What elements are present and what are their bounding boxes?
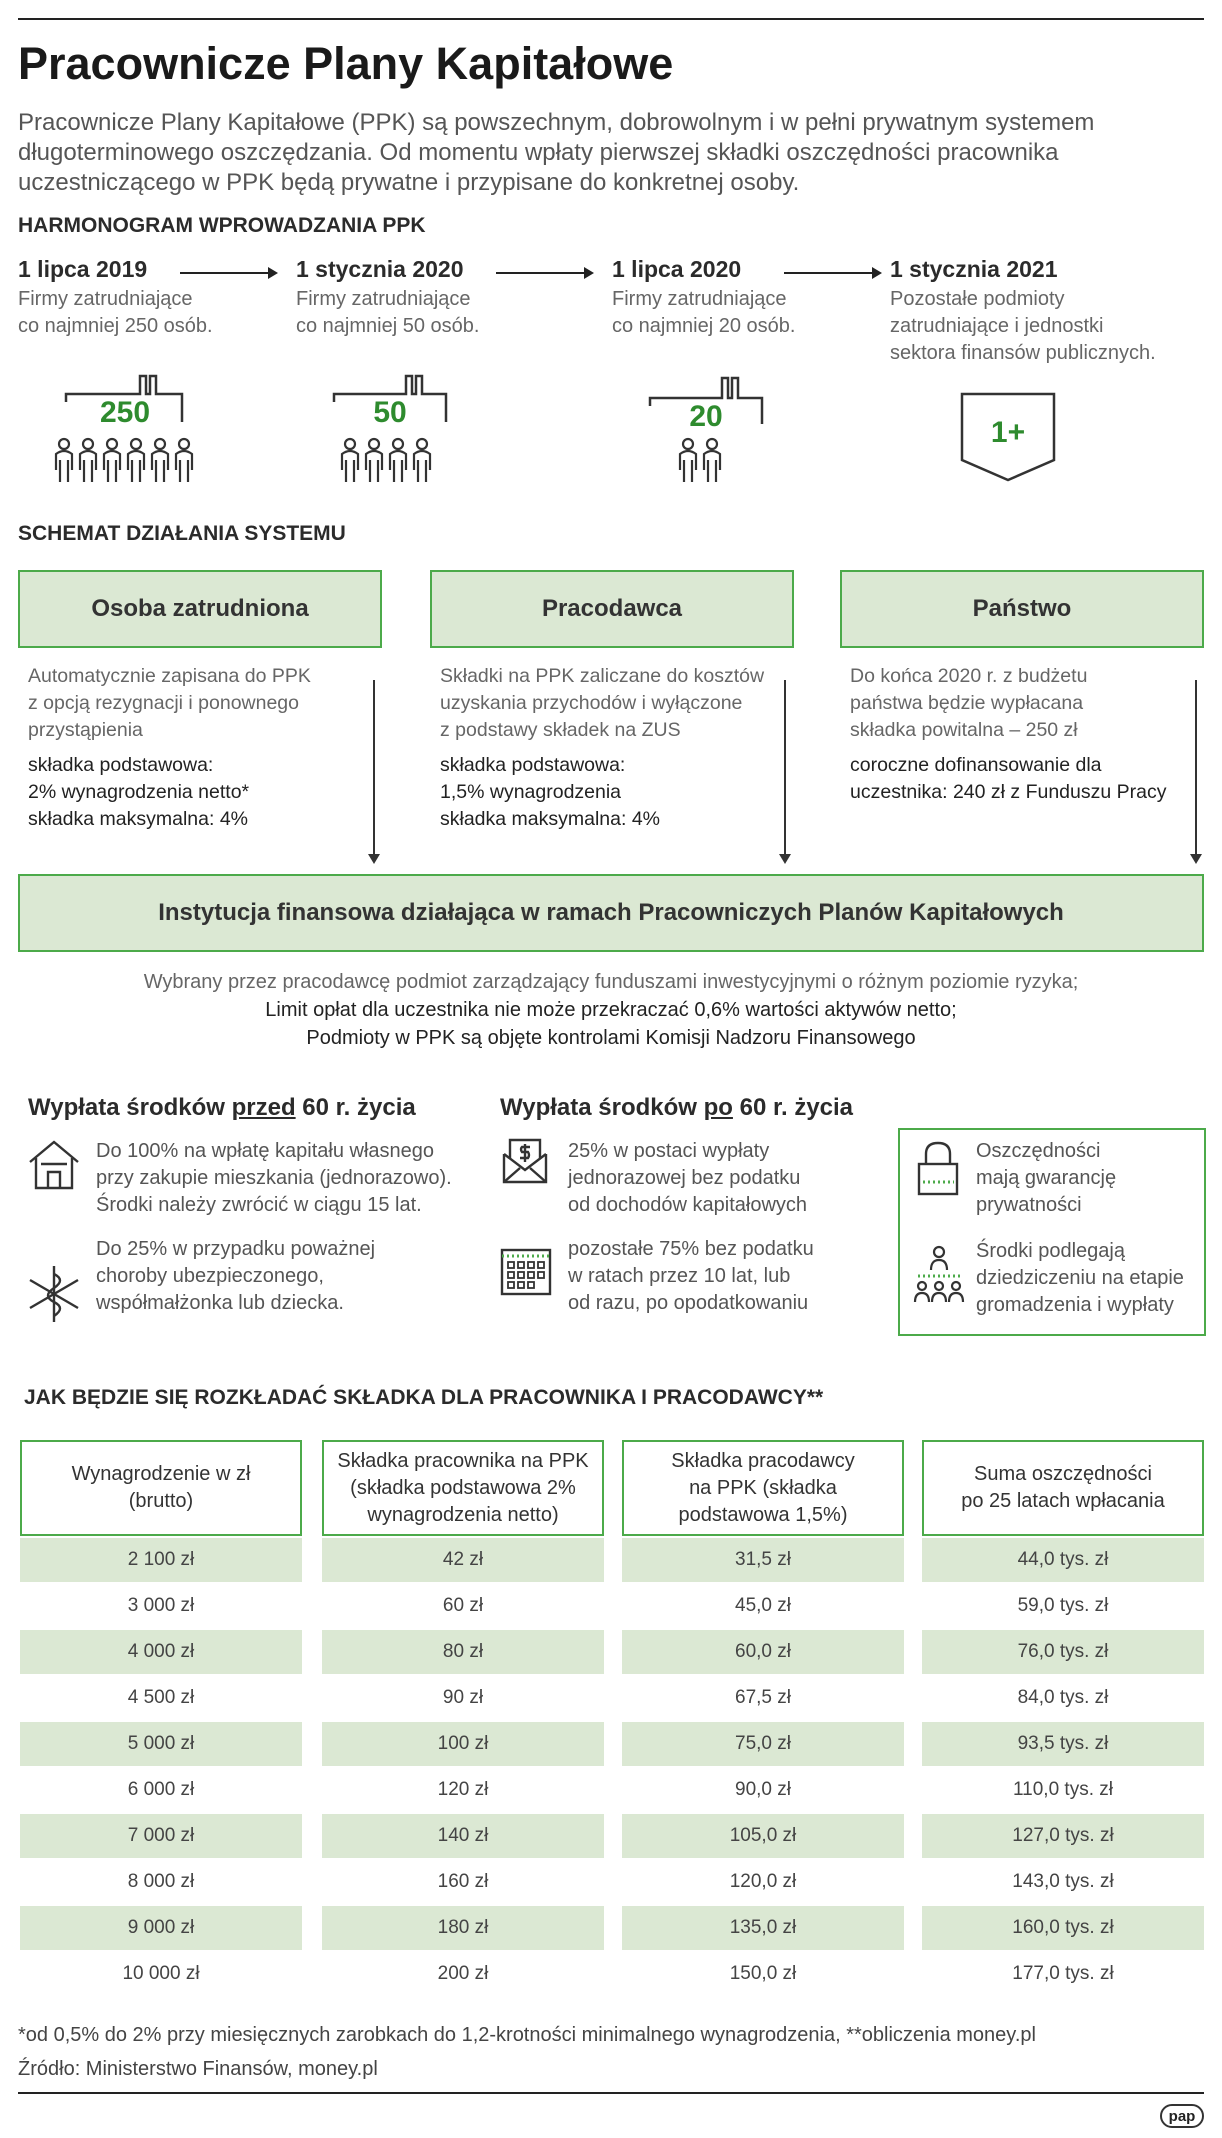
desc-line: z podstawy składek na ZUS — [440, 719, 681, 741]
lock-icon — [916, 1140, 960, 1196]
table-header-salary — [20, 1440, 302, 1536]
institution-box: Instytucja finansowa działająca w ramach Pracowniczych Planów Kapitałowych — [18, 874, 1204, 952]
entity-employer-desc — [440, 663, 800, 744]
institution-note: Limit opłat dla uczestnika nie może przekraczać 0,6% wartości aktywów netto; — [265, 999, 957, 1021]
header-line: Składka pracownika na PPK — [337, 1449, 589, 1472]
header-line: Wynagrodzenie w zł — [71, 1463, 251, 1485]
cell-employee-contribution: 100 zł — [322, 1722, 604, 1766]
detail-line: 1,5% wynagrodzenia — [440, 781, 622, 803]
payout-after-item-1 — [568, 1138, 807, 1219]
detail-line: składka podstawowa: — [28, 754, 214, 776]
table-header-employee — [322, 1440, 604, 1536]
cell-total-savings: 76,0 tys. zł — [922, 1630, 1204, 1674]
item-line: jednorazowej bez podatku — [568, 1167, 801, 1189]
item-line: przy zakupie mieszkania (jednorazowo). — [96, 1167, 452, 1189]
cell-employer-contribution: 105,0 zł — [622, 1814, 904, 1858]
family-icon — [912, 1244, 966, 1308]
stage-desc-line: co najmniej 250 osób. — [18, 315, 213, 337]
stage-desc-line: Firmy zatrudniające — [18, 288, 193, 310]
cell-employer-contribution: 120,0 zł — [729, 1871, 797, 1892]
intro-text: Pracownicze Plany Kapitałowe (PPK) są powszechnym, dobrowolnym i w pełni prywatnym systemem długoterminowego oszczędzania. Od momentu wpłaty pierwszej składki oszczędności pracownika uczestniczącego w PPK będą prywatne i przypisane do konkretnej osoby. — [18, 109, 1095, 196]
stage-date: 1 stycznia 2020 — [296, 256, 464, 282]
payout-after-heading — [500, 1094, 853, 1122]
desc-line: Składki na PPK zaliczane do kosztów — [440, 665, 765, 687]
stage-date: 1 lipca 2020 — [612, 256, 742, 282]
cell-employer-contribution: 75,0 zł — [622, 1722, 904, 1766]
item-line: Środki należy zwrócić w ciągu 15 lat. — [96, 1194, 422, 1216]
cell-total-savings: 160,0 tys. zł — [922, 1906, 1204, 1950]
company-50-icon — [330, 362, 450, 488]
item-line: współmałżonka lub dziecka. — [96, 1292, 344, 1314]
item-line: pozostałe 75% bez podatku — [568, 1238, 814, 1260]
calendar-icon — [500, 1248, 552, 1296]
cell-salary: 4 000 zł — [20, 1630, 302, 1674]
cell-employer-contribution: 90,0 zł — [735, 1779, 791, 1800]
cell-employer-contribution: 135,0 zł — [622, 1906, 904, 1950]
cell-employee-contribution: 160 zł — [437, 1871, 489, 1892]
stage-date: 1 stycznia 2021 — [890, 256, 1058, 282]
payout-before-heading — [28, 1094, 416, 1122]
header-line: po 25 latach wpłacania — [961, 1490, 1165, 1512]
entity-employee-details — [28, 752, 388, 833]
cell-employee-contribution: 120 zł — [437, 1779, 489, 1800]
desc-line: z opcją rezygnacji i ponownego — [28, 692, 300, 714]
cell-employer-contribution: 45,0 zł — [735, 1595, 791, 1616]
header-line: (brutto) — [128, 1490, 194, 1512]
schedule-heading: HARMONOGRAM WPROWADZANIA PPK — [18, 214, 426, 237]
payout-after-item-2 — [568, 1236, 814, 1317]
cell-total-savings: 44,0 tys. zł — [922, 1538, 1204, 1582]
cell-employee-contribution: 60 zł — [442, 1595, 484, 1616]
detail-line: uczestnika: 240 zł z Funduszu Pracy — [850, 781, 1167, 803]
stage-4 — [890, 256, 1156, 367]
desc-line: składka powitalna – 250 zł — [850, 719, 1078, 741]
stage-1 — [18, 256, 213, 340]
cell-employee-contribution: 80 zł — [322, 1630, 604, 1674]
cell-employer-contribution: 31,5 zł — [622, 1538, 904, 1582]
page-title: Pracownicze Plany Kapitałowe — [18, 38, 674, 89]
heading-part: Wypłata środków — [28, 1094, 232, 1121]
item-line: Oszczędności — [976, 1140, 1101, 1162]
table-header-total — [922, 1440, 1204, 1536]
cell-total-savings: 127,0 tys. zł — [922, 1814, 1204, 1858]
footnote: *od 0,5% do 2% przy miesięcznych zarobkach do 1,2-krotności minimalnego wynagrodzenia, **obliczenia money.pl — [18, 2024, 1036, 2046]
guarantee-item-1 — [976, 1138, 1116, 1219]
item-line: Środki podlegają — [976, 1240, 1125, 1262]
table-heading: JAK BĘDZIE SIĘ ROZKŁADAĆ SKŁADKA DLA PRACOWNIKA I PRACODAWCY** — [24, 1386, 824, 1409]
item-line: choroby ubezpieczonego, — [96, 1265, 324, 1287]
stage-3 — [612, 256, 795, 340]
cell-total-savings: 84,0 tys. zł — [1017, 1687, 1109, 1708]
cell-employee-contribution: 180 zł — [322, 1906, 604, 1950]
cell-salary: 4 500 zł — [127, 1687, 195, 1708]
cell-employer-contribution: 60,0 zł — [622, 1630, 904, 1674]
entity-employee: Osoba zatrudniona — [18, 570, 382, 648]
cell-employee-contribution: 42 zł — [322, 1538, 604, 1582]
top-rule — [18, 18, 1204, 20]
stage-date: 1 lipca 2019 — [18, 256, 148, 282]
cell-total-savings: 143,0 tys. zł — [1012, 1871, 1114, 1892]
cell-salary: 3 000 zł — [127, 1595, 195, 1616]
heading-part: 60 r. życia — [732, 1094, 854, 1121]
company-20-icon — [646, 362, 766, 488]
header-line: wynagrodzenia netto) — [367, 1503, 559, 1526]
desc-line: Automatycznie zapisana do PPK — [28, 665, 311, 687]
cell-salary: 7 000 zł — [20, 1814, 302, 1858]
entity-state-desc — [850, 663, 1180, 744]
item-line: w ratach przez 10 lat, lub — [568, 1265, 791, 1287]
table-header-employer — [622, 1440, 904, 1536]
cell-employee-contribution: 140 zł — [322, 1814, 604, 1858]
employee-count: 1+ — [990, 416, 1026, 449]
item-line: mają gwarancję — [976, 1167, 1117, 1189]
stage-desc-line: Firmy zatrudniające — [612, 288, 787, 310]
heading-part: 60 r. życia — [295, 1094, 416, 1121]
desc-line: uzyskania przychodów i wyłączone — [440, 692, 743, 714]
detail-line: składka maksymalna: 4% — [28, 808, 249, 830]
institution-note: Wybrany przez pracodawcę podmiot zarządzający funduszami inwestycyjnymi o różnym poziomie ryzyka; — [143, 971, 1079, 993]
item-line: prywatności — [976, 1194, 1082, 1216]
cell-employee-contribution: 200 zł — [437, 1963, 489, 1984]
detail-line: 2% wynagrodzenia netto* — [28, 781, 250, 803]
item-line: od dochodów kapitałowych — [568, 1194, 808, 1216]
cell-salary: 6 000 zł — [127, 1779, 195, 1800]
header-line: na PPK (składka — [689, 1476, 837, 1499]
stage-desc-line: co najmniej 50 osób. — [296, 315, 480, 337]
detail-line: składka maksymalna: 4% — [440, 808, 661, 830]
header-line: Składka pracodawcy — [671, 1449, 855, 1472]
entity-employer-details — [440, 752, 800, 833]
item-line: Do 25% w przypadku poważnej — [96, 1238, 376, 1260]
cell-salary: 8 000 zł — [127, 1871, 195, 1892]
entity-employer: Pracodawca — [430, 570, 794, 648]
medical-icon — [26, 1264, 82, 1324]
employee-count: 50 — [373, 396, 407, 429]
institution-note: Podmioty w PPK są objęte kontrolami Komisji Nadzoru Finansowego — [306, 1027, 916, 1049]
guarantee-item-2 — [976, 1238, 1184, 1319]
payout-before-item-2 — [96, 1236, 375, 1317]
source-note: Źródło: Ministerstwo Finansów, money.pl — [18, 2058, 378, 2080]
item-line: od razu, po opodatkowaniu — [568, 1292, 809, 1314]
bottom-rule — [18, 2092, 1204, 2094]
cell-employer-contribution: 67,5 zł — [735, 1687, 791, 1708]
item-line: gromadzenia i wypłaty — [976, 1294, 1174, 1316]
stage-2 — [296, 256, 479, 340]
stage-desc-line: sektora finansów publicznych. — [890, 342, 1156, 364]
item-line: Do 100% na wpłatę kapitału własnego — [96, 1140, 434, 1162]
desc-line: państwa będzie wypłacana — [850, 692, 1084, 714]
heading-emphasis: przed — [231, 1094, 296, 1121]
desc-line: Do końca 2020 r. z budżetu — [850, 665, 1088, 687]
entity-state-details — [850, 752, 1210, 806]
detail-line: składka podstawowa: — [440, 754, 626, 776]
house-icon — [26, 1138, 82, 1192]
header-line: Suma oszczędności — [974, 1463, 1152, 1485]
entity-employee-desc — [28, 663, 358, 744]
envelope-money-icon — [500, 1136, 550, 1184]
stage-desc-line: co najmniej 20 osób. — [612, 315, 796, 337]
stage-desc-line: zatrudniające i jednostki — [890, 315, 1104, 337]
cell-salary: 9 000 zł — [20, 1906, 302, 1950]
payout-before-item-1 — [96, 1138, 452, 1219]
timeline-arrow — [496, 272, 592, 274]
cell-total-savings: 93,5 tys. zł — [922, 1722, 1204, 1766]
cell-salary: 10 000 zł — [122, 1963, 200, 1984]
desc-line: przystąpienia — [28, 719, 143, 741]
entity-state: Państwo — [840, 570, 1204, 648]
header-line: podstawowa 1,5%) — [678, 1503, 848, 1526]
employee-count: 250 — [99, 396, 151, 429]
scheme-heading: SCHEMAT DZIAŁANIA SYSTEMU — [18, 522, 346, 545]
cell-total-savings: 59,0 tys. zł — [1017, 1595, 1109, 1616]
timeline-arrow — [784, 272, 880, 274]
cell-total-savings: 110,0 tys. zł — [1013, 1779, 1113, 1800]
cell-employee-contribution: 90 zł — [442, 1687, 484, 1708]
flow-arrow — [1195, 680, 1197, 862]
public-sector-icon — [958, 390, 1058, 482]
stage-desc-line: Firmy zatrudniające — [296, 288, 471, 310]
heading-part: Wypłata środków — [500, 1094, 704, 1121]
item-line: 25% w postaci wypłaty — [568, 1140, 770, 1162]
cell-total-savings: 177,0 tys. zł — [1012, 1963, 1114, 1984]
cell-salary: 2 100 zł — [20, 1538, 302, 1582]
cell-salary: 5 000 zł — [20, 1722, 302, 1766]
employee-count: 20 — [689, 400, 723, 433]
pap-logo: pap — [1160, 2104, 1204, 2128]
company-250-icon — [50, 362, 200, 488]
stage-desc-line: Pozostałe podmioty — [890, 288, 1065, 310]
flow-arrow — [784, 680, 786, 862]
item-line: dziedziczeniu na etapie — [976, 1267, 1184, 1289]
cell-employer-contribution: 150,0 zł — [729, 1963, 797, 1984]
flow-arrow — [373, 680, 375, 862]
timeline-arrow — [180, 272, 276, 274]
heading-emphasis: po — [703, 1094, 733, 1121]
header-line: (składka podstawowa 2% — [350, 1476, 576, 1499]
detail-line: coroczne dofinansowanie dla — [850, 754, 1102, 776]
